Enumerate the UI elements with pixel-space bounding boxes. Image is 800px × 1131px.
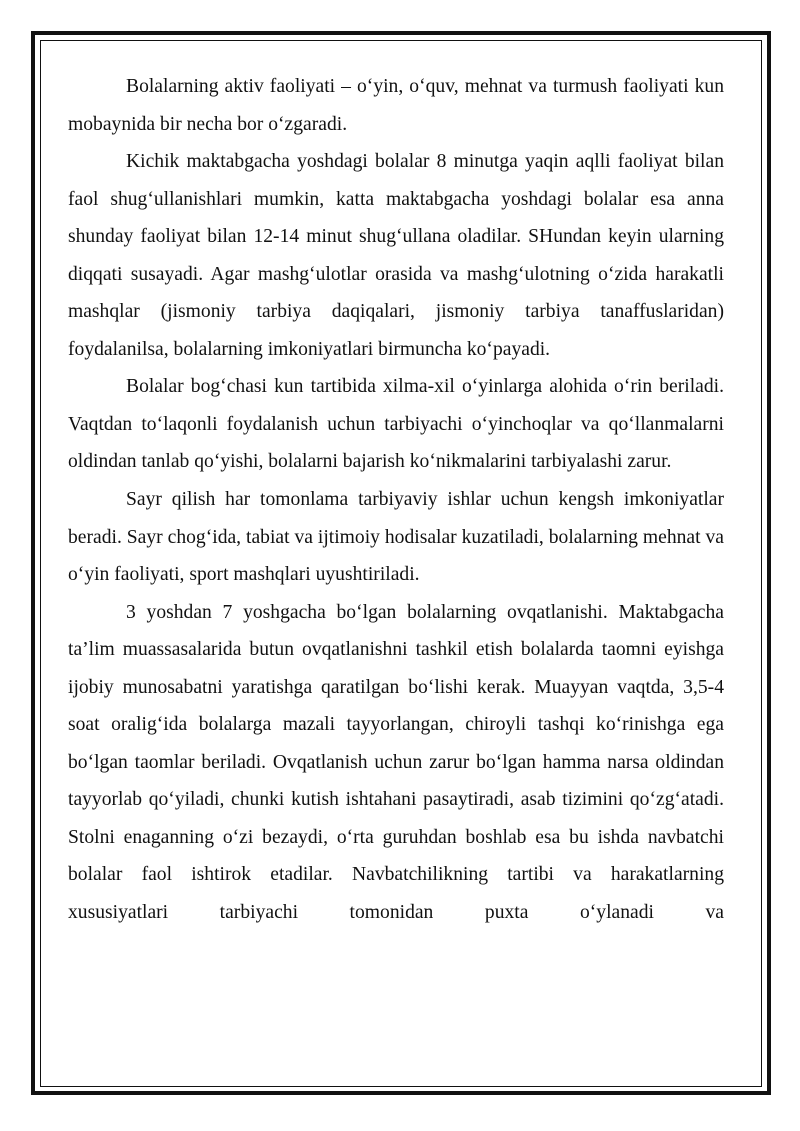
paragraph-nutrition: 3 yoshdan 7 yoshgacha bo‘lgan bolalarning ovqatlanishi. Maktabgacha ta’lim muassasalarida butun ovqatlanishni tashkil etish bolalarda taomni eyishga ijobiy munosabatni yaratishga qaratilgan bo‘lishi kerak. Muayyan vaqtda, 3,5-4 soat oralig‘ida bolalarga mazali tayyorlangan, chiroyli tashqi ko‘rinishga ega bo‘lgan taomlar beriladi. Ovqatlanish uchun zarur bo‘lgan hamma narsa oldindan tayyorlab qo‘yiladi, chunki kutish ishtahani pasaytiradi, asab tizimini qo‘zg‘atadi. Stolni enaganning o‘zi bezaydi, o‘rta guruhdan boshlab esa bu ishda navbatchi bolalar faol ishtirok etadilar. Navbatchilikning tartibi va harakatlarning xususiyatlari tarbiyachi tomonidan puxta o‘ylanadi va [68, 601, 724, 924]
paragraph-walks: Sayr qilish har tomonlama tarbiyaviy ishlar uchun kengsh imkoniyatlar beradi. Sayr chog‘ida, tabiat va ijtimoiy hodisalar kuzatiladi, bolalarning mehnat va o‘yin faoliyati, sport mashqlari uyushtiriladi. [68, 489, 724, 586]
paragraph-attention-span: Kichik maktabgacha yoshdagi bolalar 8 minutga yaqin aqlli faoliyat bilan faol shug‘ullanishlari mumkin, katta maktabgacha yoshdagi bolalar esa anna shunday faoliyat bilan 12-14 minut shug‘ullana oladilar. SHundan keyin ularning diqqati susayadi. Agar mashg‘ulotlar orasida va mashg‘ulotning o‘zida harakatli mashqlar (jismoniy tarbiya daqiqalari, jismoniy tarbiya tanaffuslaridan) foydalanilsa, bolalarning imkoniyatlari birmuncha ko‘payadi. [68, 151, 724, 360]
paragraph-games: Bolalar bog‘chasi kun tartibida xilma-xil o‘yinlarga alohida o‘rin beriladi. Vaqtdan to‘laqonli foydalanish uchun tarbiyachi o‘yinchoqlar va qo‘llanmalarni oldindan tanlab qo‘yishi, bolalarni bajarish ko‘nikmalarini tarbiyalashi zarur. [68, 376, 724, 473]
body-text [68, 68, 724, 932]
paragraph-activity-change: Bolalarning aktiv faoliyati – o‘yin, o‘quv, mehnat va turmush faoliyati kun mobaynida bir necha bor o‘zgaradi. [68, 76, 724, 135]
